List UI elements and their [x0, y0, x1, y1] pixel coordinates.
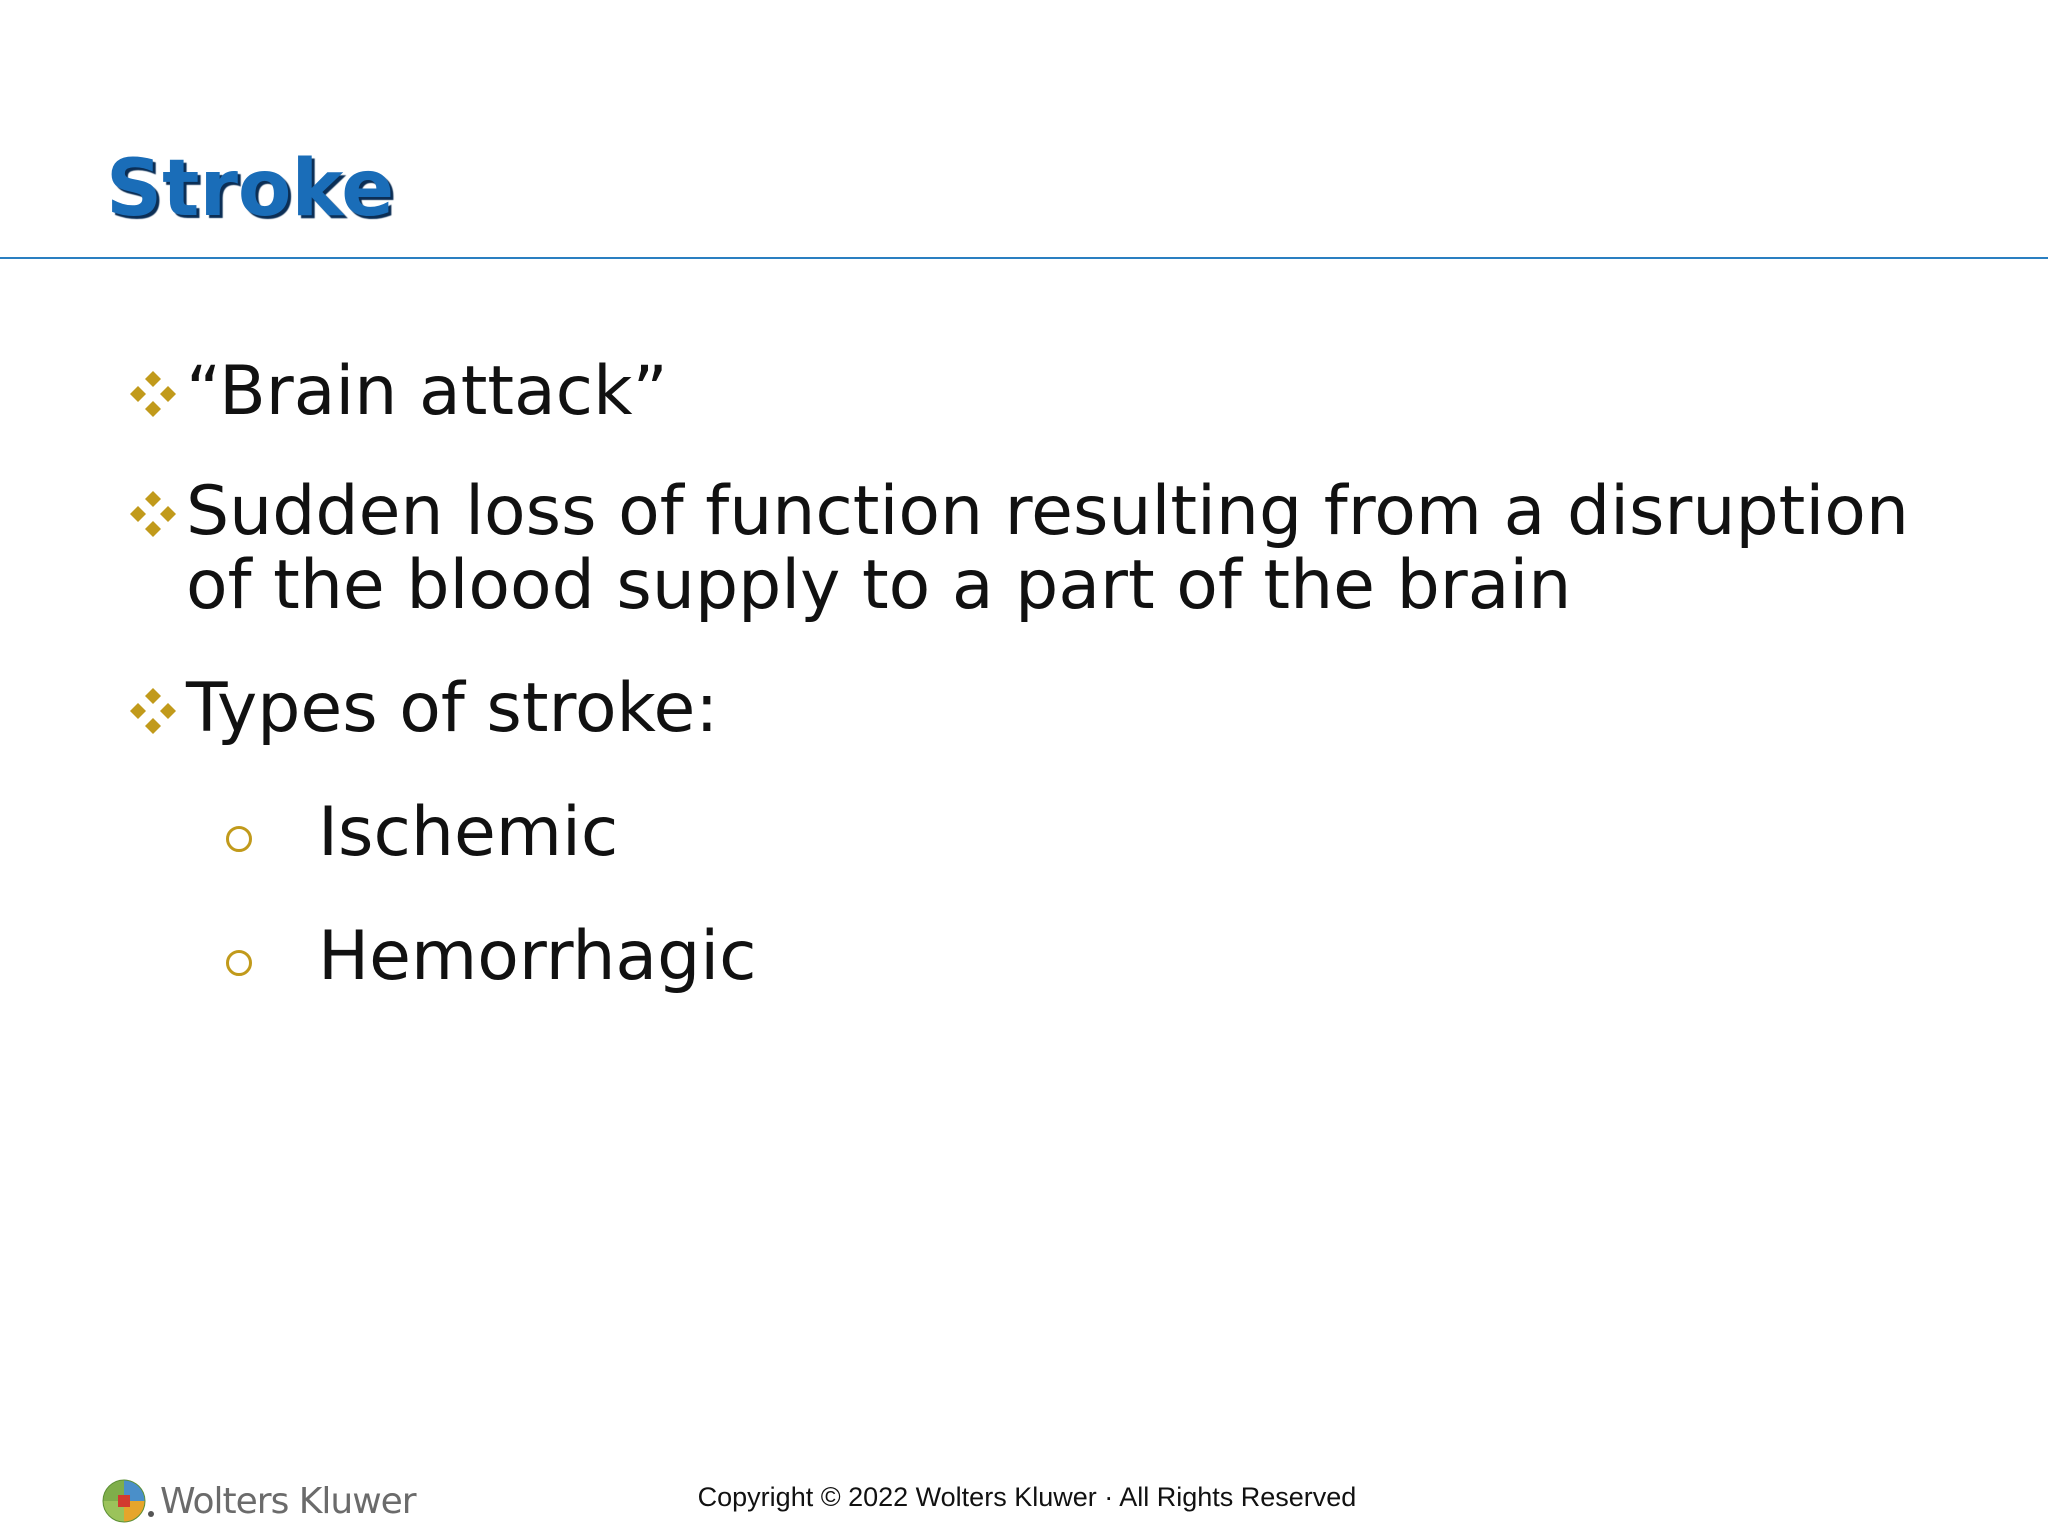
bullet-text: “Brain attack”: [186, 352, 668, 431]
hollow-circle-icon: [226, 826, 252, 852]
title-divider: [0, 257, 2048, 259]
copyright-text: Copyright © 2022 Wolters Kluwer · All Rights Reserved: [697, 1482, 1357, 1512]
four-diamond-icon: [128, 686, 178, 736]
bullet-item: [128, 352, 1988, 431]
copyright-notice: [0, 1482, 2048, 1513]
logo-wordmark: Wolters Kluwer: [160, 1480, 416, 1522]
sub-bullet-item: [226, 793, 619, 872]
sub-bullet-item: [226, 917, 757, 996]
bullet-text: Sudden loss of function resulting from a disruption of the blood supply to a part of the brain: [186, 472, 1909, 625]
bullet-item: [128, 472, 1988, 625]
sub-bullet-text: Ischemic: [318, 793, 619, 872]
slide-title: Stroke: [106, 144, 395, 234]
sub-bullet-text: Hemorrhagic: [318, 917, 757, 996]
four-diamond-icon: [128, 369, 178, 419]
bullet-item: [128, 669, 1988, 748]
bullet-text: Types of stroke:: [186, 669, 719, 748]
hollow-circle-icon: [226, 950, 252, 976]
four-diamond-icon: [128, 489, 178, 539]
